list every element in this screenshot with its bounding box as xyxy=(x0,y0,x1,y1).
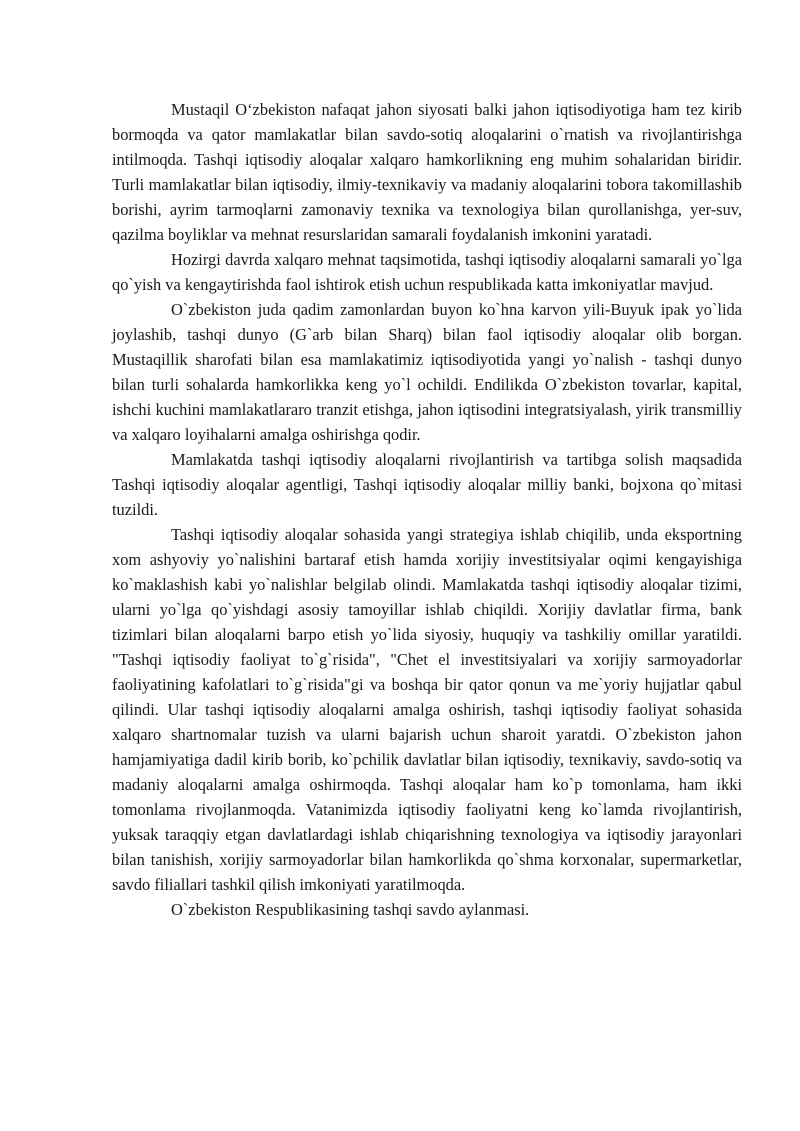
document-body xyxy=(112,97,742,922)
paragraph-3: O`zbekiston juda qadim zamonlardan buyon ko`hna karvon yili-Buyuk ipak yo`lida joylashib, tashqi dunyo (G`arb bilan Sharq) bilan faol iqtisodiy aloqalar olib borgan. Mustaqillik sharofati bilan esa mamlakatimiz iqtisodiyotida yangi yo`nalish - tashqi dunyo bilan turli sohalarda hamkorlikka keng yo`l ochildi. Endilikda O`zbekiston tovarlar, kapital, ishchi kuchini mamlakatlararo tranzit etishga, jahon iqtisodini integratsiyalash, yirik transmilliy va xalqaro loyihalarni amalga oshirishga qodir. xyxy=(112,300,742,444)
paragraph-5: Tashqi iqtisodiy aloqalar sohasida yangi strategiya ishlab chiqilib, unda eksportning xom ashyoviy yo`nalishini bartaraf etish hamda xorijiy investitsiyalar oqimi kengayishiga ko`maklashish kabi yo`nalishlar belgilab olindi. Mamlakatda tashqi iqtisodiy aloqalar tizimi, ularni yo`lga qo`yishdagi asosiy tamoyillar ishlab chiqildi. Xorijiy davlatlar firma, bank tizimlari bilan aloqalarni barpo etish yo`lida siyosiy, huquqiy va tashkiliy omillar yaratildi. "Tashqi iqtisodiy faoliyat to`g`risida", "Chet el investitsiyalari va xorijiy sarmoyadorlar faoliyatining kafolatlari to`g`risida"gi va boshqa bir qator qonun va me`yoriy hujjatlar qabul qilindi. Ular tashqi iqtisodiy aloqalarni amalga oshirish, tashqi iqtisodiy faoliyat sohasida xalqaro shartnomalar tuzish va ularni bajarish uchun sharoit yaratdi. O`zbekiston jahon hamjamiyatiga dadil kirib borib, ko`pchilik davlatlar bilan iqtisodiy, texnikaviy, savdo-sotiq va madaniy aloqalarni amalga oshirmoqda. Tashqi aloqalar ham ko`p tomonlama, ham ikki tomonlama rivojlanmoqda. Vatanimizda iqtisodiy faoliyatni keng ko`lamda rivojlantirish, yuksak taraqqiy etgan davlatlardagi ishlab chiqarishning texnologiya va iqtisodiy jarayonlari bilan tanishish, xorijiy sarmoyadorlar bilan hamkorlikda qo`shma korxonalar, supermarketlar, savdo filiallari tashkil qilish imkoniyati yaratilmoqda. xyxy=(112,525,742,894)
paragraph-1: Mustaqil O‘zbekiston nafaqat jahon siyosati balki jahon iqtisodiyotiga ham tez kirib bormoqda va qator mamlakatlar bilan savdo-sotiq aloqalarini o`rnatish va rivojlantirishga intilmoqda. Tashqi iqtisodiy aloqalar xalqaro hamkorlikning eng muhim sohalaridan biridir. Turli mamlakatlar bilan iqtisodiy, ilmiy-texnikaviy va madaniy aloqalarini tobora takomillashib borishi, ayrim tarmoqlarni zamonaviy texnika va texnologiya bilan qurollanishga, yer-suv, qazilma boyliklar va mehnat resurslaridan samarali foydalanish imkonini yaratadi. xyxy=(112,100,742,244)
paragraph-2: Hozirgi davrda xalqaro mehnat taqsimotida, tashqi iqtisodiy aloqalarni samarali yo`lga qo`yish va kengaytirishda faol ishtirok etish uchun respublikada katta imkoniyatlar mavjud. xyxy=(112,250,742,294)
paragraph-4: Mamlakatda tashqi iqtisodiy aloqalarni rivojlantirish va tartibga solish maqsadida Tashqi iqtisodiy aloqalar agentligi, Tashqi iqtisodiy aloqalar milliy banki, bojxona qo`mitasi tuzildi. xyxy=(112,450,742,519)
paragraph-6: O`zbekiston Respublikasining tashqi savdo aylanmasi. xyxy=(171,900,530,919)
